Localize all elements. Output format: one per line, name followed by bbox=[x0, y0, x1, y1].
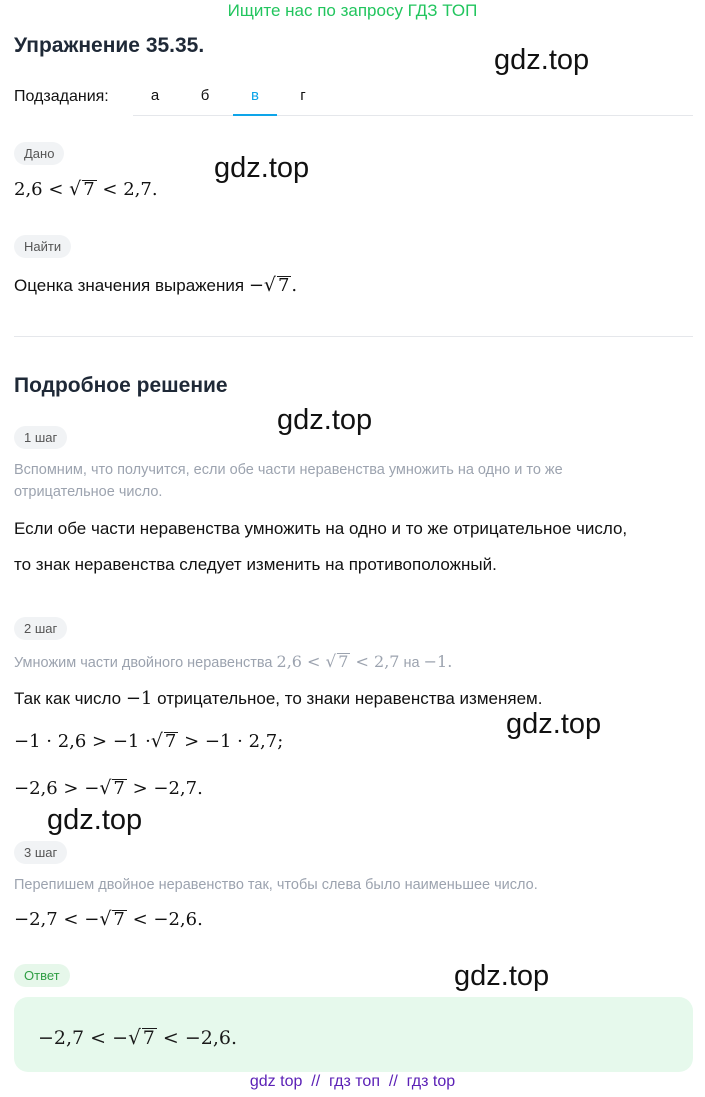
sqrt-symbol: √ 7 bbox=[128, 1025, 155, 1049]
find-label: Найти bbox=[14, 235, 71, 258]
given-expr-left: 2,6 < bbox=[14, 179, 64, 200]
period: . bbox=[291, 275, 298, 296]
radicand: 7 bbox=[277, 275, 290, 296]
radicand: 7 bbox=[164, 731, 177, 752]
expr-right: < −2,6. bbox=[162, 1027, 238, 1049]
expr-left: −2,7 < − bbox=[14, 909, 100, 930]
step-1-text-line-1: Если обе части неравенства умножить на одно и то же отрицательное число, bbox=[14, 519, 628, 538]
footer-links[interactable]: gdz top // гдз топ // гдз top bbox=[249, 1073, 456, 1090]
step-2-hint-on: на bbox=[403, 655, 420, 671]
given-expression bbox=[14, 178, 158, 200]
step-2-hint bbox=[14, 650, 452, 674]
expr-left: 2,6 < bbox=[276, 652, 321, 671]
step-1-hint bbox=[14, 459, 563, 503]
section-divider bbox=[14, 336, 693, 337]
answer-label: Ответ bbox=[14, 964, 70, 987]
search-banner: Ищите нас по запросу ГДЗ ТОП bbox=[227, 1, 478, 20]
sqrt-symbol: √ 7 bbox=[99, 777, 125, 799]
radicand: 7 bbox=[113, 909, 125, 930]
step-1-text-line-2: то знак неравенства следует изменить на противоположный. bbox=[14, 555, 497, 574]
step-2-text-before: Так как число bbox=[14, 689, 122, 708]
watermark: gdz.top bbox=[214, 152, 310, 184]
step-1-hint-line: Вспомним, что получится, если обе части неравенства умножить на одно и то же bbox=[14, 462, 563, 478]
minus-sign: − bbox=[248, 275, 264, 296]
step-1-label: 1 шаг bbox=[14, 426, 67, 449]
sqrt-symbol: √ 7 bbox=[263, 274, 290, 296]
step-2-equation-1 bbox=[14, 730, 283, 752]
page-title: Упражнение 35.35. bbox=[14, 34, 205, 57]
tab-b[interactable]: б bbox=[200, 87, 210, 104]
expr-left: −2,6 > − bbox=[14, 778, 100, 799]
radicand: 7 bbox=[338, 652, 349, 671]
expr-right: < −2,6. bbox=[132, 909, 203, 930]
tab-a[interactable]: а bbox=[150, 87, 160, 104]
sqrt-symbol: √ 7 bbox=[325, 651, 349, 671]
watermark: gdz.top bbox=[454, 960, 550, 992]
expr-left: −2,7 < − bbox=[38, 1027, 129, 1049]
watermark: gdz.top bbox=[277, 404, 373, 436]
tab-g[interactable]: г bbox=[300, 87, 306, 104]
sqrt-symbol: √ 7 bbox=[69, 178, 95, 200]
given-label: Дано bbox=[14, 142, 64, 165]
step-2-hint-expression bbox=[277, 652, 400, 671]
sqrt-symbol: √ 7 bbox=[99, 908, 125, 930]
subtask-tabs bbox=[133, 78, 693, 116]
step-3-hint: Перепишем двойное неравенство так, чтобы слева было наименьшее число. bbox=[14, 877, 538, 893]
subtasks-label: Подзадания: bbox=[14, 88, 109, 105]
watermark: gdz.top bbox=[494, 44, 590, 76]
step-2-hint-factor: −1. bbox=[423, 652, 453, 671]
radicand: 7 bbox=[142, 1027, 155, 1049]
sqrt-symbol: √ 7 bbox=[150, 730, 177, 752]
find-statement bbox=[14, 274, 297, 296]
step-1-hint-line: отрицательное число. bbox=[14, 484, 163, 500]
expr-right: < 2,7 bbox=[355, 652, 400, 671]
expr-left: −1 · 2,6 > −1 · bbox=[14, 731, 151, 752]
watermark: gdz.top bbox=[47, 804, 143, 836]
answer-equation bbox=[38, 1025, 237, 1049]
radicand: 7 bbox=[113, 778, 125, 799]
watermark: gdz.top bbox=[506, 708, 602, 740]
expr-right: > −1 · 2,7; bbox=[184, 731, 284, 752]
radicand: 7 bbox=[83, 179, 95, 200]
step-2-label: 2 шаг bbox=[14, 617, 67, 640]
step-2-equation-2 bbox=[14, 777, 203, 799]
tab-v[interactable]: в bbox=[233, 78, 277, 116]
step-2-text-after: отрицательное, то знаки неравенства изменяем. bbox=[157, 689, 543, 708]
solution-title: Подробное решение bbox=[14, 374, 228, 397]
step-2-hint-text: Умножим части двойного неравенства bbox=[14, 655, 273, 671]
step-2-text bbox=[14, 688, 542, 709]
step-3-equation bbox=[14, 908, 203, 930]
find-expression bbox=[249, 275, 297, 296]
step-2-number: −1 bbox=[125, 688, 153, 709]
step-3-label: 3 шаг bbox=[14, 841, 67, 864]
given-expr-right: < 2,7. bbox=[102, 179, 158, 200]
expr-right: > −2,7. bbox=[132, 778, 203, 799]
find-text: Оценка значения выражения bbox=[14, 276, 245, 295]
